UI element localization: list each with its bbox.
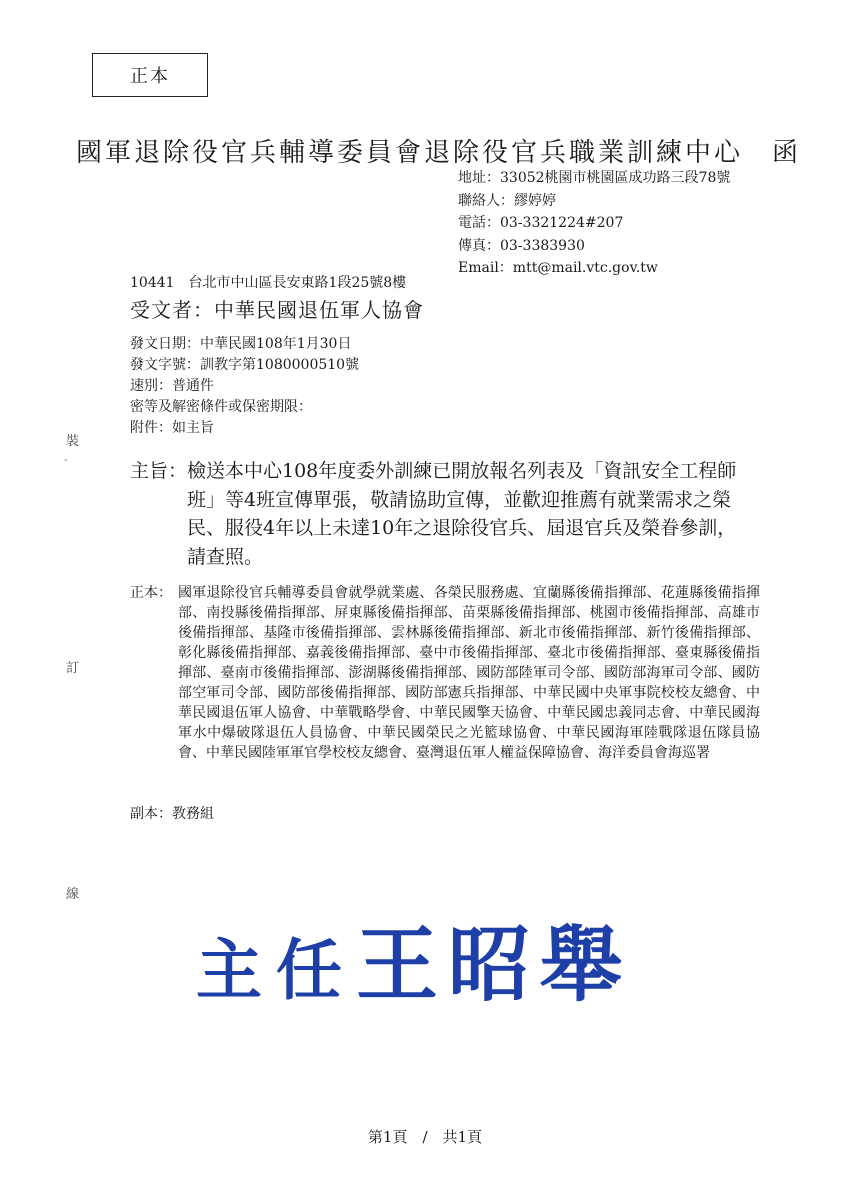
- document-title: 國軍退除役官兵輔導委員會退除役官兵職業訓練中心 函: [76, 138, 802, 168]
- signature-stamp: [196, 900, 632, 1017]
- signature-title: 主任: [196, 932, 356, 1009]
- page-footer: 第1頁 / 共1頁: [367, 1128, 483, 1146]
- original-to-list: 國軍退除役官兵輔導委員會就學就業處、各榮民服務處、宜蘭縣後備指揮部、花蓮縣後備指揮部、南投縣後備指揮部、屏東縣後備指揮部、苗栗縣後備指揮部、桃園市後備指揮部、高雄市後備指揮部、基隆市後備指揮部、雲林縣後備指揮部、新北市後備指揮部、新竹後備指揮部、彰化縣後備指揮部、嘉義後備指揮部、臺中市後備指揮部、臺北市後備指揮部、臺東縣後備指揮部、臺南市後備指揮部、澎湖縣後備指揮部、國防部陸軍司令部、國防部海軍司令部、國防部空軍司令部、國防部後備指揮部、國防部憲兵指揮部、中華民國中央軍事院校校友總會、中華民國退伍軍人協會、中華戰略學會、中華民國擎天協會、中華民國忠義同志會、中華民國海軍水中爆破隊退伍人員協會、中華民國榮民之光籃球協會、中華民國海軍陸戰隊退伍隊員協會、中華民國陸軍軍官學校校友總會、臺灣退伍軍人權益保障協會、海洋委員會海巡署: [178, 585, 760, 761]
- binding-mark-xian: 線: [66, 887, 80, 902]
- issue-number: 發文字號：訓教字第1080000510號: [130, 357, 360, 373]
- attachment: 附件：如主旨: [130, 420, 214, 436]
- sender-address: 地址：33052桃園市桃園區成功路三段78號: [458, 170, 731, 186]
- original-to-label: 正本：: [130, 585, 172, 601]
- subject-text: 檢送本中心108年度委外訓練已開放報名列表及「資訊安全工程師班」等4班宣傳單張，敬請協助宣傳，並歡迎推薦有就業需求之榮民、服役4年以上未達10年之退除役官兵、屆退官兵及榮眷參訓，請查照。: [187, 460, 737, 568]
- binding-tick: -: [64, 455, 68, 466]
- issue-date: 發文日期：中華民國108年1月30日: [130, 336, 352, 352]
- recipient: 受文者：中華民國退伍軍人協會: [130, 298, 424, 322]
- secrecy-level: 密等及解密條件或保密期限：: [130, 399, 312, 415]
- binding-mark-zhuang: 裝: [66, 434, 80, 449]
- document-meta: [130, 334, 359, 439]
- contact-email: Email：mtt@mail.vtc.gov.tw: [458, 260, 658, 276]
- copy-to: 副本：教務組: [130, 806, 214, 822]
- subject-section: [130, 457, 742, 577]
- delivery-speed: 速別：普通件: [130, 378, 214, 394]
- contact-phone: 電話：03-3321224#207: [458, 215, 624, 231]
- recipient-address: 10441 台北市中山區長安東路1段25號8樓: [130, 275, 407, 291]
- signature-name: 王昭舉: [356, 918, 633, 1013]
- binding-mark-ding: 訂: [66, 661, 80, 676]
- contact-person: 聯絡人：繆婷婷: [458, 192, 556, 209]
- document-type-label: 正本: [130, 66, 170, 87]
- original-recipients-section: [130, 583, 760, 793]
- document-type-box: [92, 53, 208, 97]
- contact-fax: 傳真：03-3383930: [458, 237, 585, 254]
- subject-label: 主旨：: [130, 460, 188, 482]
- sender-contact-block: [458, 167, 730, 280]
